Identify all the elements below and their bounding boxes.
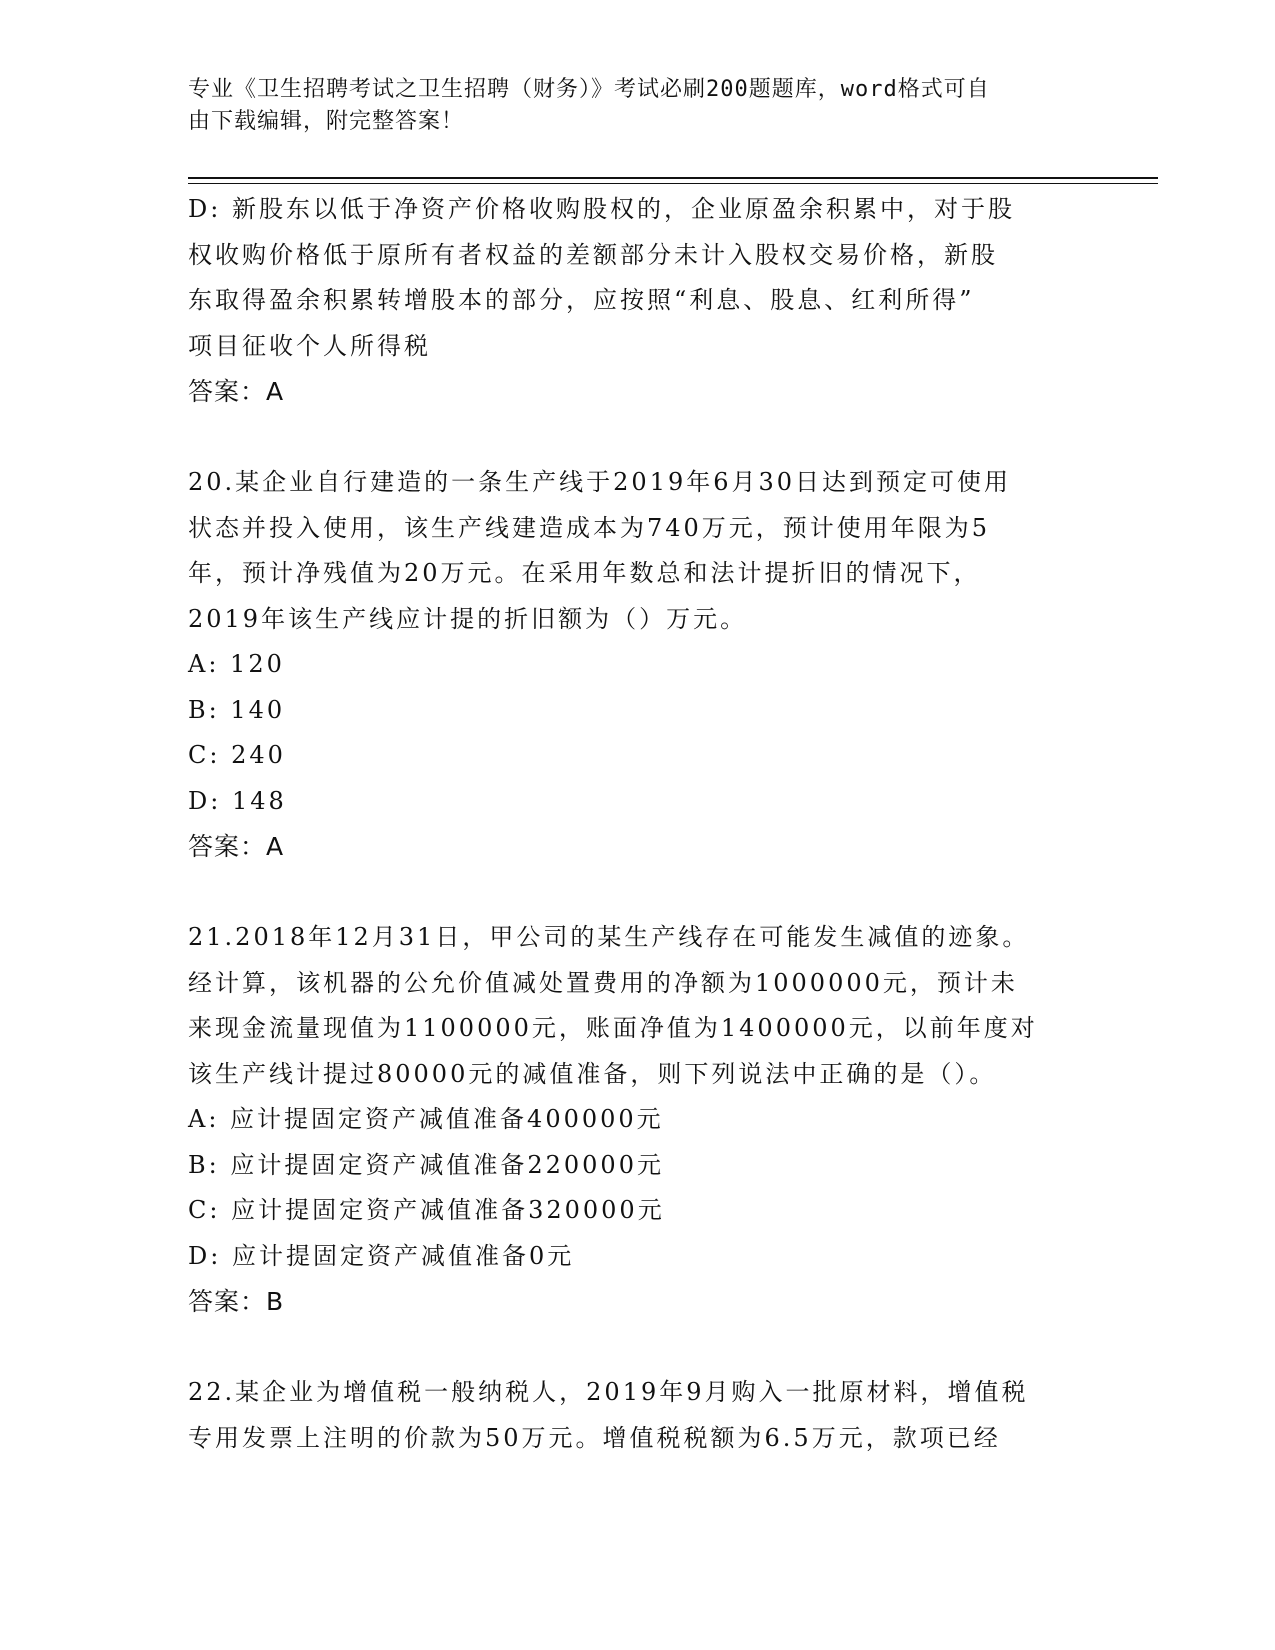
question-stem-line: 2019年该生产线应计提的折旧额为（）万元。 (188, 604, 748, 633)
option-b: B: 140 (188, 695, 286, 724)
option-c: C: 应计提固定资产减值准备320000元 (188, 1196, 665, 1224)
question-19-continuation (188, 187, 1088, 415)
answer-line: 答案：A (188, 832, 285, 861)
page-header (188, 74, 1078, 138)
answer-line: 答案：B (188, 1287, 285, 1316)
option-d-line: 项目征收个人所得税 (188, 331, 431, 360)
option-d: D: 148 (188, 786, 287, 815)
option-d: D: 应计提固定资产减值准备0元 (188, 1241, 575, 1270)
question-stem-line: 经计算，该机器的公允价值减处置费用的净额为1000000元，预计未 (188, 968, 1018, 997)
spacer (188, 1325, 1088, 1371)
question-stem-line: 年，预计净残值为20万元。在采用年数总和法计提折旧的情况下， (188, 559, 981, 587)
document-body (188, 187, 1088, 1461)
question-stem-line: 22.某企业为增值税一般纳税人，2019年9月购入一批原材料，增值税 (188, 1378, 1029, 1406)
header-divider-thick (188, 177, 1158, 179)
header-line-1: 专业《卫生招聘考试之卫生招聘（财务）》考试必刷200题题库，word格式可自 (188, 77, 990, 102)
option-d-line: 东取得盈余积累转增股本的部分，应按照“利息、股息、红利所得” (188, 286, 975, 314)
option-b: B: 应计提固定资产减值准备220000元 (188, 1150, 664, 1179)
option-a: A: 应计提固定资产减值准备400000元 (188, 1105, 664, 1133)
answer-line: 答案：A (188, 377, 285, 406)
option-d-line: D: 新股东以低于净资产价格收购股权的，企业原盈余积累中，对于股 (188, 195, 1015, 223)
spacer (188, 415, 1088, 461)
question-stem-line: 状态并投入使用，该生产线建造成本为740万元，预计使用年限为5 (188, 513, 991, 542)
option-c: C: 240 (188, 741, 286, 769)
option-d-line: 权收购价格低于原所有者权益的差额部分未计入股权交易价格，新股 (188, 240, 998, 269)
header-line-2: 由下载编辑，附完整答案！ (188, 109, 465, 134)
question-stem-line: 专用发票上注明的价款为50万元。增值税税额为6.5万元，款项已经 (188, 1423, 1001, 1452)
question-20 (188, 460, 1088, 870)
question-stem-line: 来现金流量现值为1100000元，账面净值为1400000元，以前年度对 (188, 1014, 1038, 1042)
question-stem-line: 该生产线计提过80000元的减值准备，则下列说法中正确的是（）。 (188, 1059, 997, 1088)
header-divider-thin (188, 183, 1158, 184)
spacer (188, 870, 1088, 916)
question-21 (188, 915, 1088, 1325)
option-a: A: 120 (188, 650, 285, 678)
question-stem-line: 20.某企业自行建造的一条生产线于2019年6月30日达到预定可使用 (188, 468, 1012, 496)
question-22 (188, 1370, 1088, 1461)
question-stem-line: 21.2018年12月31日，甲公司的某生产线存在可能发生减值的迹象。 (188, 923, 1030, 951)
